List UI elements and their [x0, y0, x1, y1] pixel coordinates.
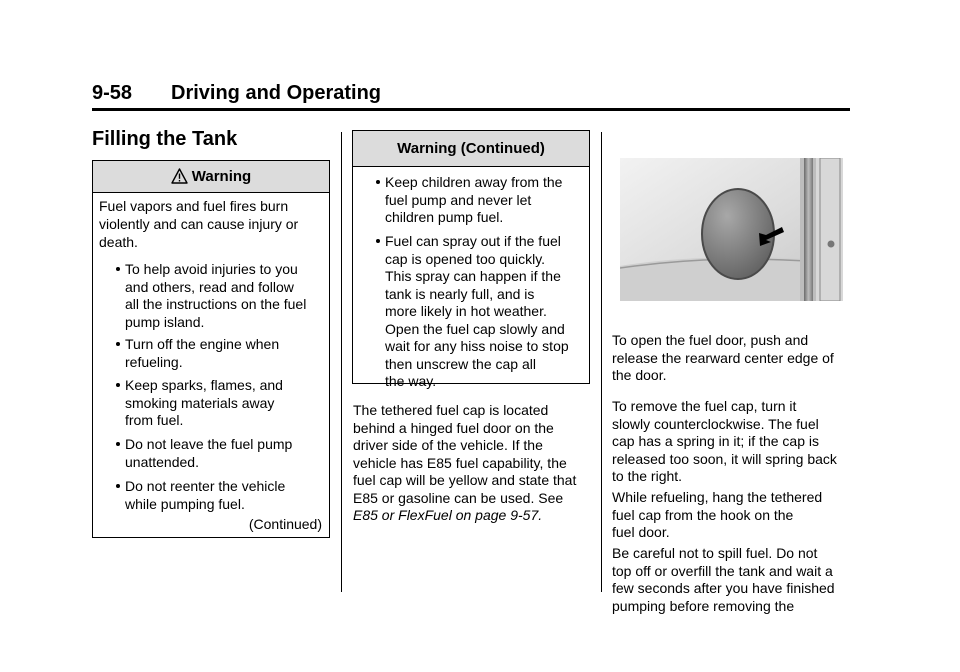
hang-cap-paragraph: While refueling, hang the tethered fuel cap from the hook on the fuel door. — [612, 489, 823, 540]
bullet-dot — [116, 342, 120, 346]
page-header — [92, 82, 850, 111]
warning-continued-header: Warning (Continued) — [353, 131, 589, 167]
warning-header — [93, 161, 329, 193]
bullet-dot — [376, 180, 380, 184]
column-divider-left — [341, 132, 342, 592]
fuel-cap-paragraph: The tethered fuel cap is located behind a hinged fuel door on the driver side of the vehicle. If the vehicle has E85 fuel capability, the fuel cap will be yellow and state that E85 or gasoline can be used. See E85 or FlexFuel on page 9-57. — [353, 402, 593, 525]
spill-caution-paragraph: Be careful not to spill fuel. Do not top off or overfill the tank and wait a few seconds after you have finished pumping before removing the — [612, 545, 835, 614]
open-fuel-door-paragraph: To open the fuel door, push and release the rearward center edge of the door. — [612, 332, 834, 383]
warning-bullet: Do not reenter the vehicle while pumping fuel. — [125, 478, 325, 513]
column-divider-right — [601, 132, 602, 592]
page-number: 9-58 — [92, 82, 133, 104]
bullet-dot — [116, 484, 120, 488]
bullet-dot — [376, 239, 380, 243]
warning-label: Warning — [191, 168, 252, 185]
page-title: Filling the Tank — [92, 128, 238, 150]
cross-reference-link[interactable]: E85 or FlexFuel on page 9-57. — [353, 507, 543, 523]
section-title: Driving and Operating — [171, 82, 382, 104]
bullet-dot — [116, 267, 120, 271]
warning-bullet: To help avoid injuries to you and others, read and follow all the instructions on the fuel pump island. — [125, 261, 325, 331]
warning-triangle-icon — [171, 168, 188, 184]
warning-intro: Fuel vapors and fuel fires burn violently and can cause injury or death. — [99, 198, 299, 250]
fuel-door-photo — [620, 158, 843, 301]
continued-note: (Continued) — [248, 516, 322, 532]
bullet-dot — [116, 383, 120, 387]
warning-continued-bullet: Keep children away from the fuel pump and never let children pump fuel. — [385, 174, 585, 227]
warning-continued-bullet: Fuel can spray out if the fuel cap is opened too quickly. This spray can happen if the tank is nearly full, and is more likely in hot weather. Open the fuel cap slowly and wait for any hiss noise to stop then unscrew the cap all the way. — [385, 233, 585, 391]
warning-bullet: Keep sparks, flames, and smoking materials away from fuel. — [125, 377, 325, 430]
bullet-dot — [116, 442, 120, 446]
remove-fuel-cap-paragraph: To remove the fuel cap, turn it slowly counterclockwise. The fuel cap has a spring in it; if the cap is released too soon, it will spring back to the right. — [612, 398, 837, 484]
warning-bullet: Do not leave the fuel pump unattended. — [125, 436, 325, 471]
warning-bullet: Turn off the engine when refueling. — [125, 336, 325, 371]
